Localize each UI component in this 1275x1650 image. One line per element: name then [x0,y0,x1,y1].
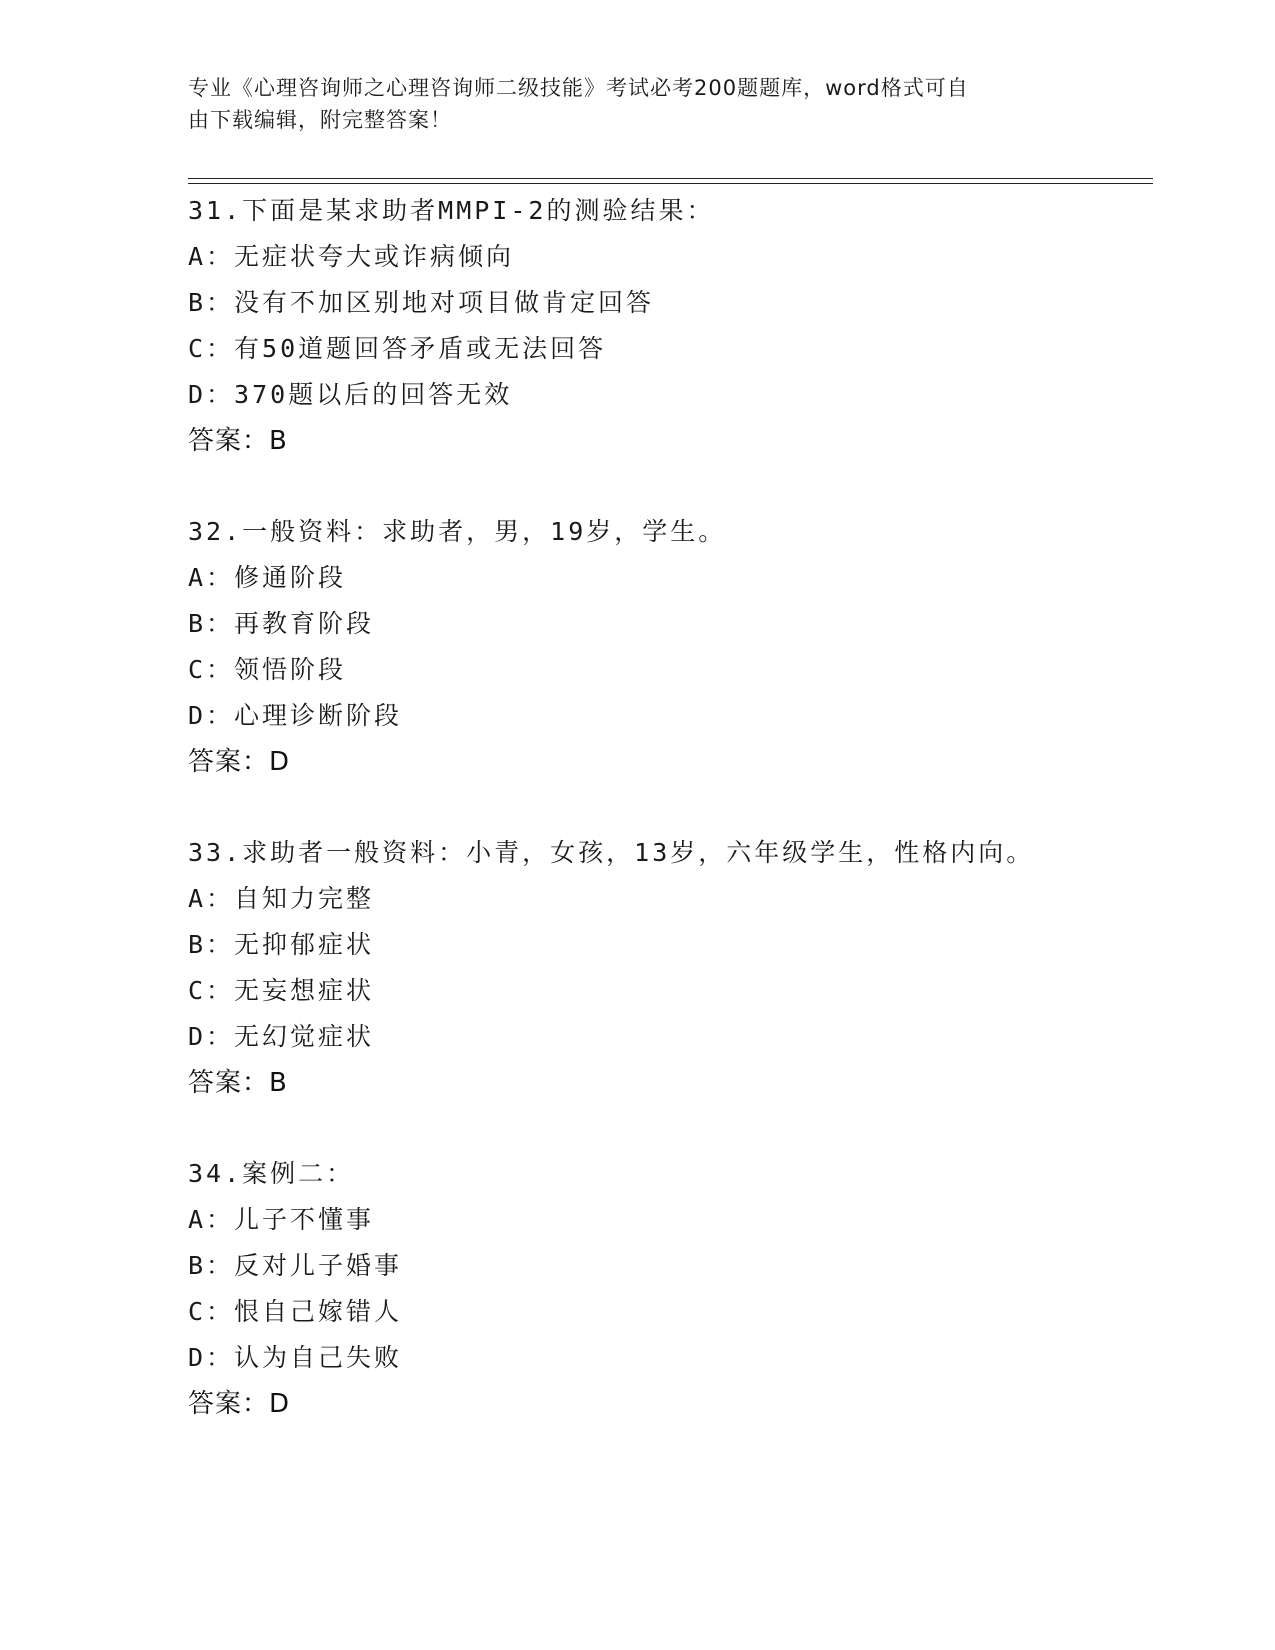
question-spacer [188,1106,1148,1151]
question-33 [188,830,1148,1106]
option-b: B：再教育阶段 [188,609,375,638]
header-divider-bottom [188,183,1153,184]
answer: 答案：D [188,747,291,777]
question-stem: 33.求助者一般资料：小青，女孩，13岁，六年级学生，性格内向。 [188,838,1035,867]
option-b: B：没有不加区别地对项目做肯定回答 [188,288,655,317]
option-a: A：儿子不懂事 [188,1205,375,1234]
answer: 答案：D [188,1389,291,1419]
header-divider-top [188,178,1153,179]
option-a: A：无症状夸大或诈病倾向 [188,242,515,271]
question-32 [188,509,1148,785]
question-31 [188,188,1148,464]
option-c: C：无妄想症状 [188,976,375,1005]
option-a: A：修通阶段 [188,563,347,592]
header-line-1: 专业《心理咨询师之心理咨询师二级技能》考试必考200题题库，word格式可自 [188,76,969,100]
question-stem: 32.一般资料：求助者，男，19岁，学生。 [188,517,727,546]
document-header [188,72,1088,136]
question-list [188,188,1148,1427]
question-stem: 31.下面是某求助者MMPI-2的测验结果： [188,196,715,225]
option-c: C：领悟阶段 [188,655,347,684]
option-c: C：有50道题回答矛盾或无法回答 [188,334,607,363]
option-a: A：自知力完整 [188,884,375,913]
option-b: B：反对儿子婚事 [188,1251,403,1280]
question-stem: 34.案例二： [188,1159,355,1188]
option-d: D：无幻觉症状 [188,1022,375,1051]
option-d: D：370题以后的回答无效 [188,380,513,409]
question-34 [188,1151,1148,1427]
question-spacer [188,785,1148,830]
option-c: C：恨自己嫁错人 [188,1297,403,1326]
option-d: D：认为自己失败 [188,1343,403,1372]
question-spacer [188,464,1148,509]
option-d: D：心理诊断阶段 [188,701,403,730]
header-line-2: 由下载编辑，附完整答案！ [188,108,452,132]
option-b: B：无抑郁症状 [188,930,375,959]
answer: 答案：B [188,426,288,456]
answer: 答案：B [188,1068,288,1098]
